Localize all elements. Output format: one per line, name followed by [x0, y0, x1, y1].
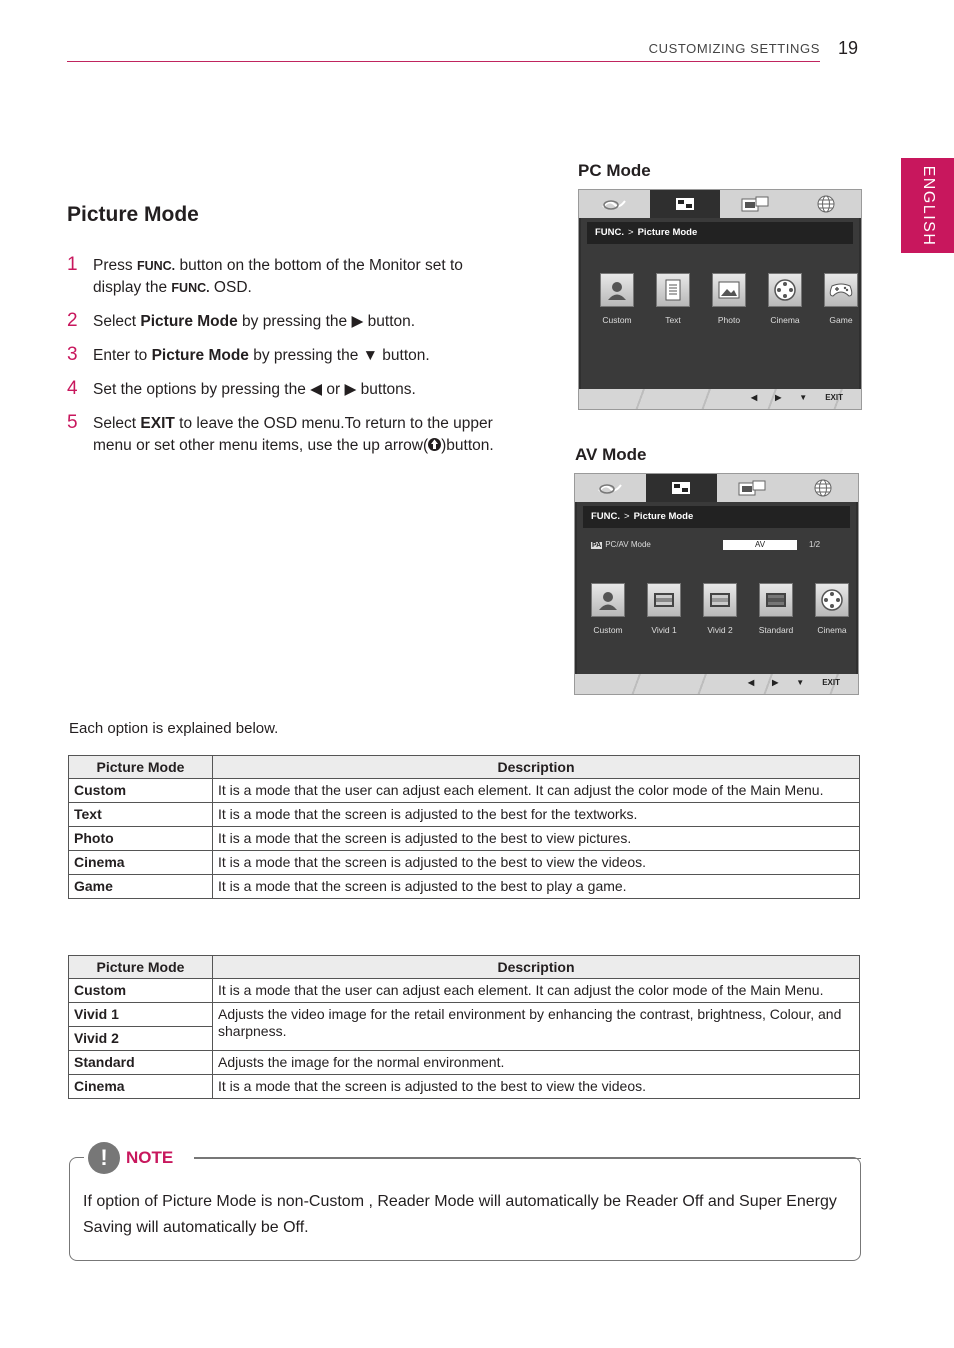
language-tab-label: ENGLISH: [919, 165, 937, 246]
column-header: Description: [213, 756, 860, 779]
left-key[interactable]: ◀: [750, 393, 758, 402]
pc-av-value[interactable]: AV: [723, 540, 797, 550]
osd-item-label: Vivid 2: [707, 625, 733, 635]
osd-tab-easy-control[interactable]: [575, 474, 646, 502]
picture-icon: [741, 196, 769, 212]
av-osd-screenshot: [574, 473, 859, 695]
av-mode-table: [68, 955, 860, 1099]
section-header: CUSTOMIZING SETTINGS: [648, 41, 820, 56]
note-header: [84, 1140, 194, 1176]
function-icon: [675, 197, 695, 211]
explain-intro: Each option is explained below.: [69, 720, 279, 737]
mode-cell: Standard: [69, 1051, 213, 1075]
page-title: Picture Mode: [67, 203, 199, 226]
step-1: [67, 255, 497, 299]
description-cell: It is a mode that the screen is adjusted to the best to view the videos.: [213, 851, 860, 875]
mode-cell: Custom: [69, 979, 213, 1003]
pc-av-mode-row[interactable]: [591, 540, 821, 554]
step-text: to leave the OSD menu.To return to the upper menu or set other menu items, use the up arrow(: [93, 415, 493, 454]
step-number: 5: [67, 412, 78, 433]
step-3: [67, 345, 497, 367]
osd-item-custom[interactable]: [589, 273, 645, 325]
column-header: Description: [213, 956, 860, 979]
gamepad-icon: [828, 280, 854, 300]
pc-av-page: 1/2: [809, 540, 821, 549]
mode-cell: Cinema: [69, 851, 213, 875]
osd-item-label: Vivid 1: [651, 625, 677, 635]
osd-item-label: Game: [829, 315, 853, 325]
person-icon: [597, 589, 619, 611]
table-row: [69, 851, 860, 875]
person-icon: [606, 279, 628, 301]
mode-cell: Photo: [69, 827, 213, 851]
osd-item-photo[interactable]: [701, 273, 757, 325]
step-number: 3: [67, 344, 78, 365]
exit-key[interactable]: EXIT: [825, 393, 843, 402]
mode-cell: Game: [69, 875, 213, 899]
exit-key[interactable]: EXIT: [822, 678, 840, 687]
description-cell: Adjusts the video image for the retail environment by enhancing the contrast, brightness, Colour, and sharpness.: [213, 1003, 860, 1051]
osd-item-cinema[interactable]: [757, 273, 813, 325]
osd-mode-list: [580, 583, 860, 635]
mode-cell: Text: [69, 803, 213, 827]
mode-cell: Vivid 2: [69, 1027, 213, 1051]
globe-icon: [816, 194, 836, 214]
column-header: Picture Mode: [69, 956, 213, 979]
film-reel-icon: [773, 278, 797, 302]
table-row: [69, 1051, 860, 1075]
step-bold: Picture Mode: [140, 313, 238, 330]
osd-tab-function[interactable]: [650, 190, 721, 218]
breadcrumb-sep: >: [624, 511, 630, 522]
pc-av-icon: PA: [592, 542, 602, 549]
breadcrumb-func: FUNC.: [595, 227, 625, 238]
column-header: Picture Mode: [69, 756, 213, 779]
step-number: 2: [67, 310, 78, 331]
film-reel-icon: [820, 588, 844, 612]
osd-breadcrumb: [583, 506, 850, 528]
description-cell: It is a mode that the screen is adjusted to the best to view the videos.: [213, 1075, 860, 1099]
osd-tab-function[interactable]: [646, 474, 717, 502]
description-cell: It is a mode that the screen is adjusted to the best for the textworks.: [213, 803, 860, 827]
pc-mode-table: [68, 755, 860, 899]
mode-cell: Custom: [69, 779, 213, 803]
osd-tab-settings[interactable]: [787, 474, 858, 502]
easy-control-icon: [597, 481, 623, 495]
breadcrumb-current: Picture Mode: [637, 227, 698, 238]
mode-cell: Vivid 1: [69, 1003, 213, 1027]
description-cell: Adjusts the image for the normal environment.: [213, 1051, 860, 1075]
osd-breadcrumb: [587, 222, 853, 244]
note-rule: [193, 1158, 861, 1159]
osd-item-label: Photo: [717, 315, 741, 325]
easy-control-icon: [601, 197, 627, 211]
step-2: [67, 311, 497, 333]
left-key[interactable]: ◀: [747, 678, 755, 687]
step-5: [67, 413, 497, 457]
osd-mode-list: [589, 273, 869, 325]
globe-icon: [813, 478, 833, 498]
table-row: [69, 827, 860, 851]
function-icon: [671, 481, 691, 495]
breadcrumb-sep: >: [628, 227, 634, 238]
note-text: If option of Picture Mode is non-Custom , Reader Mode will automatically be Reader Off and Super Energy Saving will automatically be Off.: [83, 1193, 837, 1236]
table-row: [69, 803, 860, 827]
description-cell: It is a mode that the user can adjust each element. It can adjust the color mode of the Main Menu.: [213, 979, 860, 1003]
tv-icon: [764, 590, 788, 610]
description-cell: It is a mode that the screen is adjusted to the best to play a game.: [213, 875, 860, 899]
osd-item-label: Custom: [593, 625, 623, 635]
step-bold: Picture Mode: [151, 347, 249, 364]
table-row: [69, 1075, 860, 1099]
table-row: [69, 875, 860, 899]
func-label: FUNC.: [171, 281, 210, 295]
osd-item-vivid2[interactable]: [692, 583, 748, 635]
description-cell: It is a mode that the screen is adjusted to the best to view pictures.: [213, 827, 860, 851]
step-text: by pressing the ▼ button.: [248, 347, 430, 364]
language-tab: [901, 158, 954, 253]
photo-icon: [717, 279, 741, 301]
exclamation-icon: !: [88, 1142, 120, 1174]
pc-osd-screenshot: [578, 189, 862, 410]
step-bold: EXIT: [140, 415, 175, 432]
tv-icon: [708, 590, 732, 610]
osd-tab-settings[interactable]: [791, 190, 862, 218]
step-text: button on the bottom of the Monitor set to display the: [93, 257, 463, 296]
step-text: Press: [93, 257, 137, 274]
osd-item-custom[interactable]: [580, 583, 636, 635]
up-arrow-icon: [428, 437, 441, 452]
osd-item-game[interactable]: [813, 273, 869, 325]
document-icon: [663, 278, 683, 302]
mode-cell: Cinema: [69, 1075, 213, 1099]
osd-tab-picture[interactable]: [717, 474, 788, 502]
osd-item-label: Standard: [758, 625, 794, 635]
osd-tab-easy-control[interactable]: [579, 190, 650, 218]
av-mode-caption: AV Mode: [575, 445, 647, 464]
step-text: Set the options by pressing the ◀ or ▶ buttons.: [93, 381, 416, 398]
description-cell: It is a mode that the user can adjust each element. It can adjust the color mode of the Main Menu.: [213, 779, 860, 803]
step-number: 4: [67, 378, 78, 399]
step-4: [67, 379, 497, 401]
func-label: FUNC.: [136, 259, 176, 273]
step-text: OSD.: [209, 279, 252, 296]
breadcrumb-func: FUNC.: [591, 511, 621, 522]
step-text: by pressing the ▶ button.: [237, 313, 416, 330]
osd-item-label: Cinema: [817, 625, 847, 635]
osd-item-cinema[interactable]: [804, 583, 860, 635]
steps-list: [67, 255, 497, 469]
page-number: 19: [838, 38, 859, 58]
table-row: [69, 979, 860, 1003]
picture-icon: [738, 480, 766, 496]
osd-item-standard[interactable]: [748, 583, 804, 635]
osd-item-label: Text: [665, 315, 681, 325]
right-key[interactable]: ▶: [772, 678, 779, 687]
osd-item-vivid1[interactable]: [636, 583, 692, 635]
table-row: [69, 1003, 860, 1027]
osd-tabbar: [575, 474, 858, 502]
tv-icon: [652, 590, 676, 610]
step-text: Enter to: [93, 347, 152, 364]
down-key[interactable]: ▼: [799, 393, 808, 402]
osd-tabbar: [579, 190, 861, 218]
breadcrumb-current: Picture Mode: [633, 511, 694, 522]
step-number: 1: [67, 254, 78, 275]
osd-footer: [575, 674, 858, 694]
right-key[interactable]: ▶: [775, 393, 782, 402]
step-text: Select: [93, 313, 141, 330]
table-row: [69, 779, 860, 803]
osd-item-label: Custom: [602, 315, 632, 325]
step-text: )button.: [441, 437, 494, 454]
step-text: Select: [93, 415, 141, 432]
down-key[interactable]: ▼: [796, 678, 805, 687]
osd-item-label: Cinema: [770, 315, 800, 325]
pc-mode-caption: PC Mode: [578, 161, 651, 180]
osd-tab-picture[interactable]: [720, 190, 791, 218]
pc-av-label: PC/AV Mode: [605, 540, 651, 549]
osd-item-text[interactable]: [645, 273, 701, 325]
osd-footer: [579, 389, 861, 409]
note-title: NOTE: [126, 1148, 174, 1167]
header-rule: [67, 61, 820, 62]
